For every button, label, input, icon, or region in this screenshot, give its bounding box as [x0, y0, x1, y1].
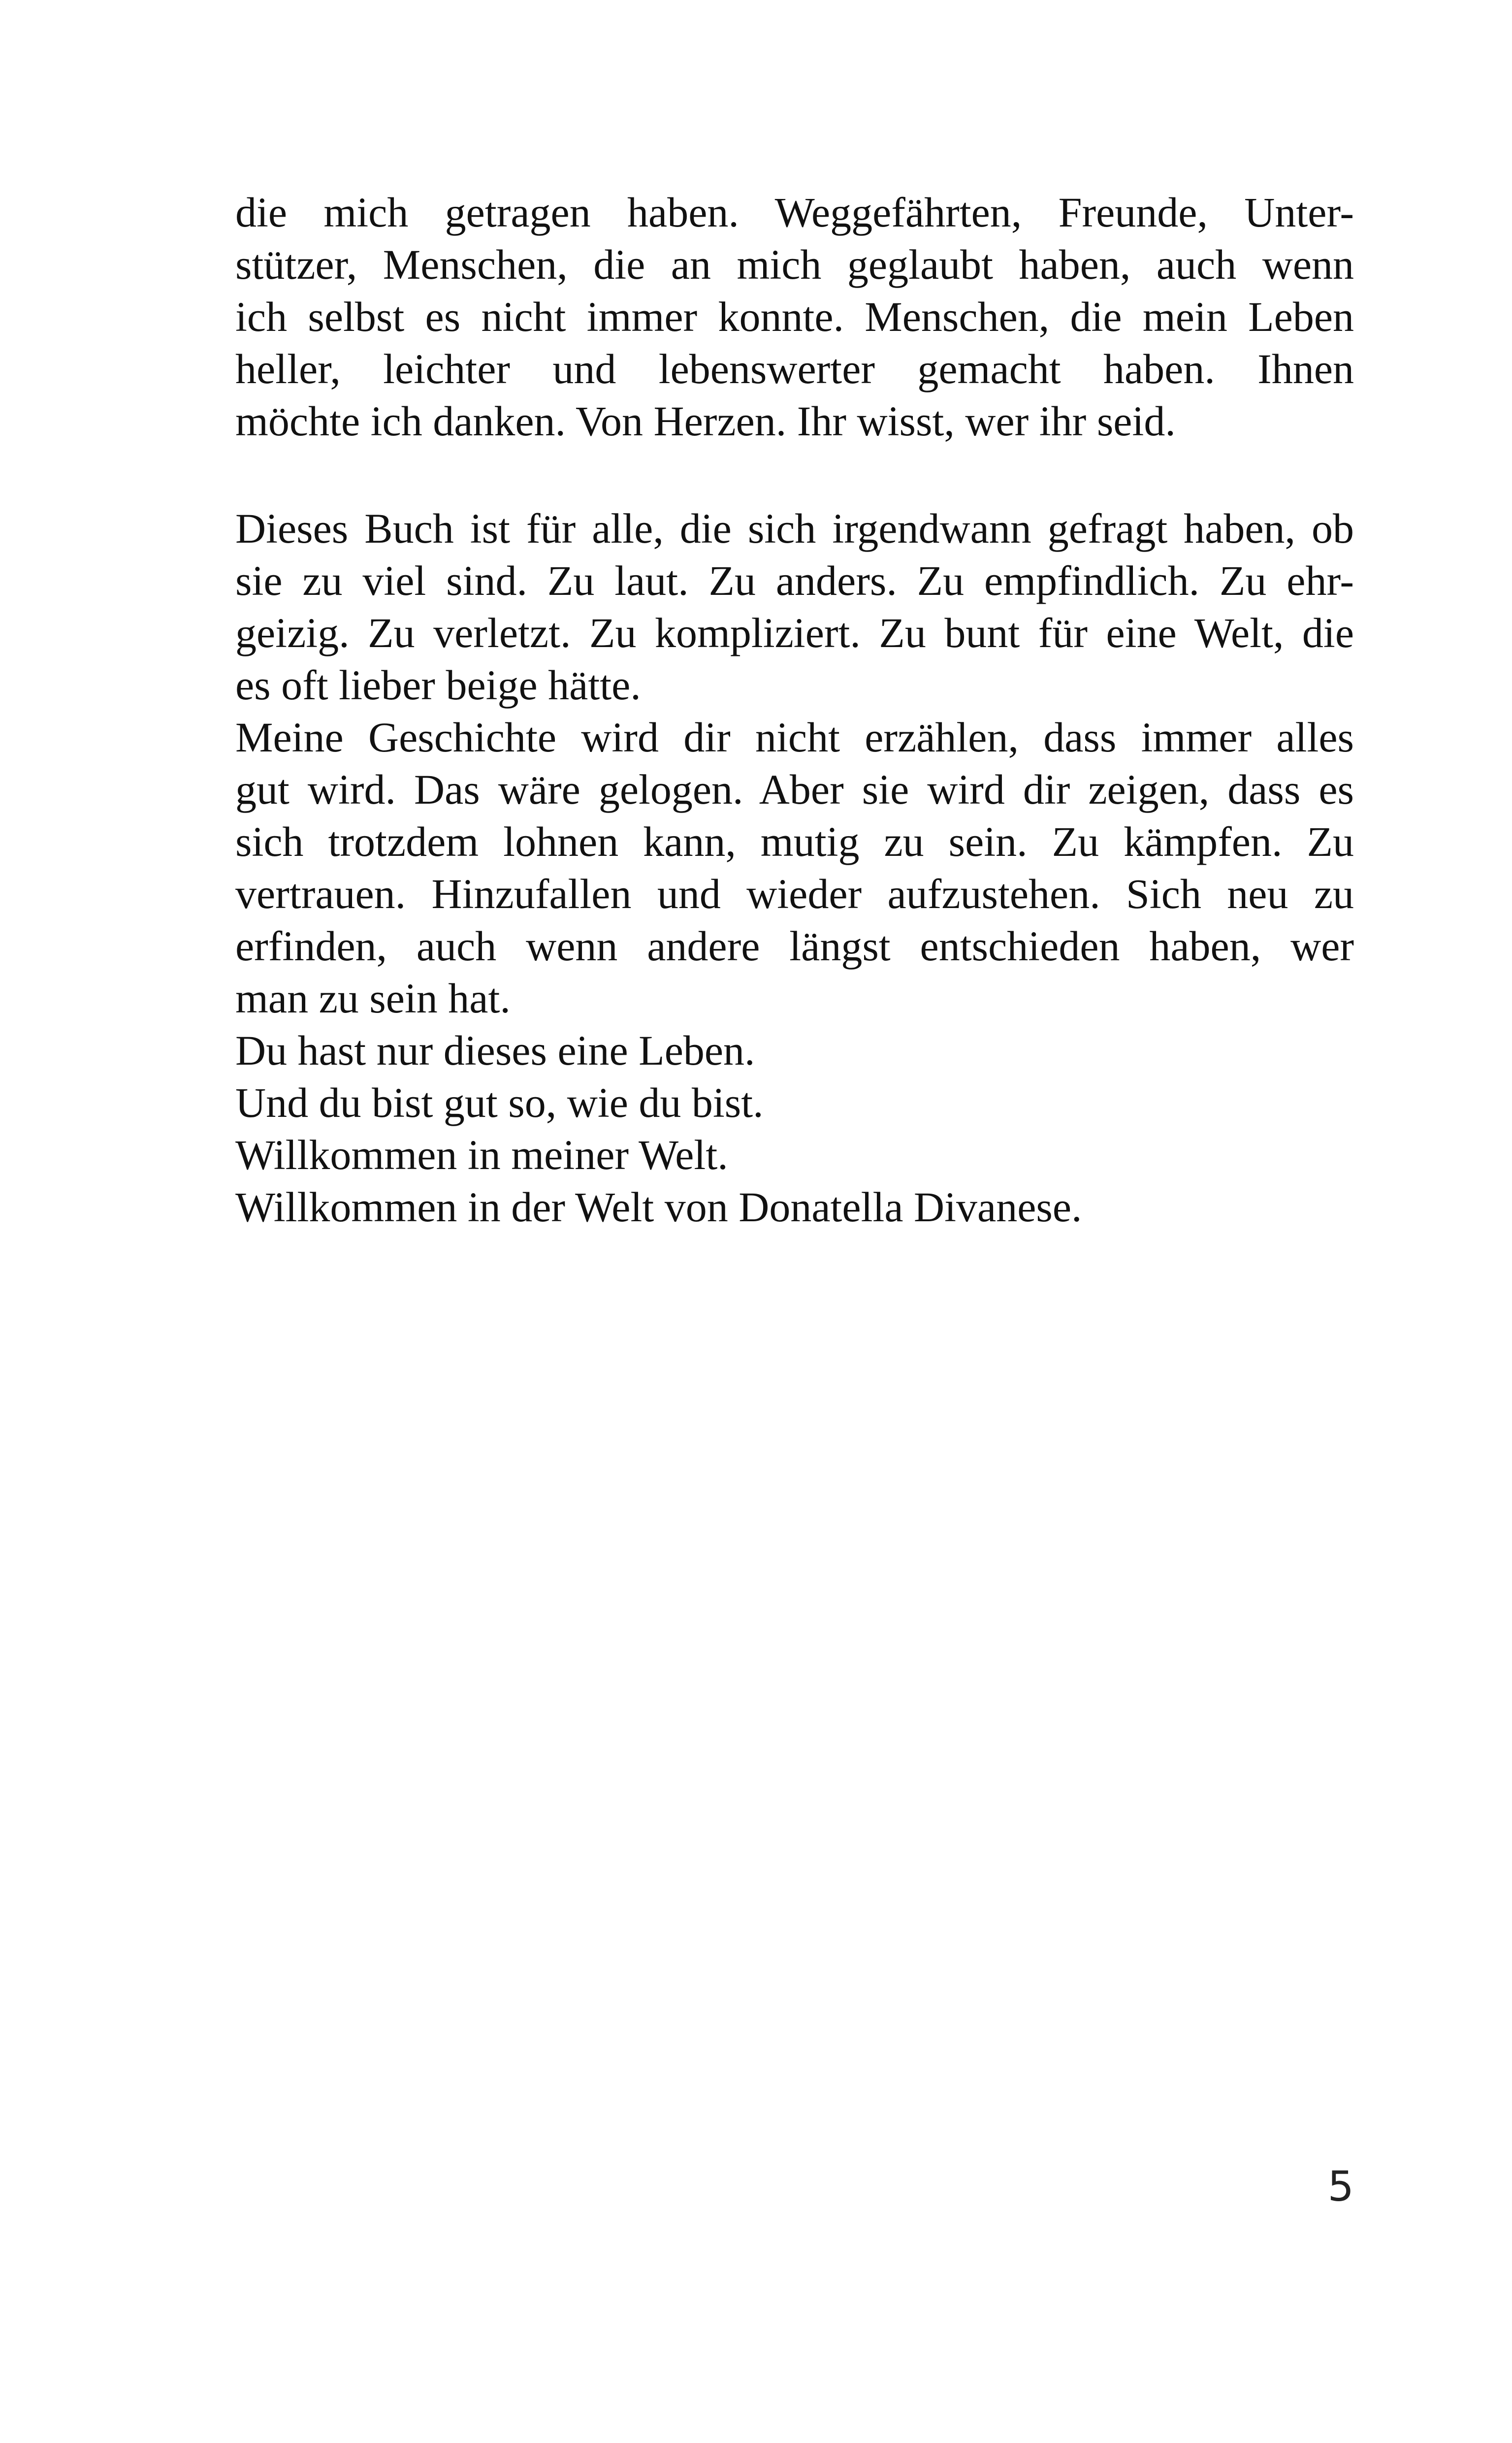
paragraph-acknowledgement: [235, 186, 1354, 447]
text-line: es oft lieber beige hätte.: [235, 661, 641, 709]
closing-line: Willkommen in meiner Welt.: [235, 1131, 728, 1178]
paragraph-story: [235, 711, 1354, 1024]
closing-line: Und du bist gut so, wie du bist.: [235, 1079, 764, 1126]
text-line: sich trotzdem lohnen kann, mutig zu sein. Zu kämpfen. Zu: [235, 818, 1354, 865]
paragraph-dedication: [235, 502, 1354, 711]
text-line: sie zu viel sind. Zu laut. Zu anders. Zu empfindlich. Zu ehr-: [235, 557, 1354, 604]
text-line: vertrauen. Hinzufallen und wieder aufzustehen. Sich neu zu: [235, 870, 1354, 917]
text-line: stützer, Menschen, die an mich geglaubt haben, auch wenn: [235, 241, 1354, 288]
text-line: Meine Geschichte wird dir nicht erzählen, dass immer alles: [235, 714, 1354, 761]
text-line: heller, leichter und lebenswerter gemacht haben. Ihnen: [235, 345, 1354, 392]
text-line: geizig. Zu verletzt. Zu kompliziert. Zu bunt für eine Welt, die: [235, 609, 1354, 656]
text-line: man zu sein hat.: [235, 975, 511, 1022]
text-line: die mich getragen haben. Weggefährten, Freunde, Unter-: [235, 189, 1354, 236]
text-line: möchte ich danken. Von Herzen. Ihr wisst, wer ihr seid.: [235, 397, 1176, 445]
closing-line: Du hast nur dieses eine Leben.: [235, 1027, 755, 1074]
main-text: [235, 502, 1354, 1233]
closing-line: Willkommen in der Welt von Donatella Divanese.: [235, 1183, 1082, 1231]
text-line: ich selbst es nicht immer konnte. Menschen, die mein Leben: [235, 293, 1354, 340]
page-number: 5: [1327, 2162, 1354, 2211]
closing-lines: [235, 1024, 1354, 1233]
text-line: Dieses Buch ist für alle, die sich irgendwann gefragt haben, ob: [235, 505, 1354, 552]
text-line: erfinden, auch wenn andere längst entschieden haben, wer: [235, 922, 1354, 970]
text-line: gut wird. Das wäre gelogen. Aber sie wird dir zeigen, dass es: [235, 766, 1354, 813]
